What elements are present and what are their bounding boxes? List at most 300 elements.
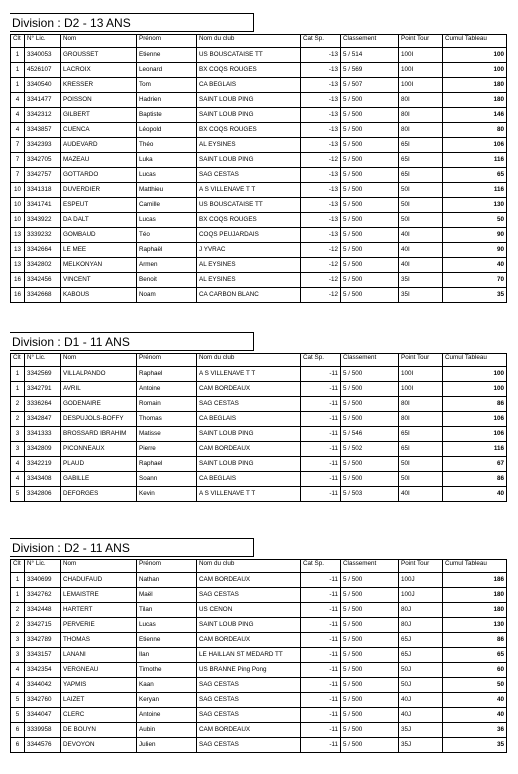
first-name-cell: Keryan: [137, 693, 197, 708]
ranking-cell: 5 / 502: [341, 442, 399, 457]
table-row: [11, 382, 507, 397]
first-name-cell: Benoit: [137, 273, 197, 288]
points-cell: 35I: [399, 288, 443, 303]
category-cell: -13: [301, 198, 341, 213]
license-cell: 3342809: [25, 442, 61, 457]
cumulative-cell: 90: [443, 243, 507, 258]
points-cell: 100I: [399, 63, 443, 78]
license-cell: 3342668: [25, 288, 61, 303]
club-cell: CAM BORDEAUX: [197, 723, 301, 738]
first-name-cell: Armen: [137, 258, 197, 273]
cumulative-cell: 65: [443, 168, 507, 183]
club-cell: SAINT LOUB PING: [197, 618, 301, 633]
license-cell: 3344047: [25, 708, 61, 723]
column-header: Clt: [11, 354, 25, 367]
column-header: Nom: [61, 354, 137, 367]
rank-cell: 1: [11, 78, 25, 93]
last-name-cell: POISSON: [61, 93, 137, 108]
rank-cell: 1: [11, 588, 25, 603]
club-cell: CAM BORDEAUX: [197, 382, 301, 397]
cumulative-cell: 80: [443, 123, 507, 138]
category-cell: -11: [301, 397, 341, 412]
cumulative-cell: 180: [443, 78, 507, 93]
first-name-cell: Thomas: [137, 412, 197, 427]
license-cell: 3342705: [25, 153, 61, 168]
points-cell: 65J: [399, 648, 443, 663]
first-name-cell: Antoine: [137, 708, 197, 723]
category-cell: -13: [301, 123, 341, 138]
column-header: Cat Sp.: [301, 35, 341, 48]
ranking-cell: 5 / 503: [341, 487, 399, 502]
column-header: Cat Sp.: [301, 354, 341, 367]
column-header: Classement: [341, 35, 399, 48]
license-cell: 3343157: [25, 648, 61, 663]
table-row: [11, 618, 507, 633]
cumulative-cell: 36: [443, 723, 507, 738]
cumulative-cell: 35: [443, 738, 507, 753]
cumulative-cell: 116: [443, 153, 507, 168]
table-row: [11, 153, 507, 168]
table-row: [11, 93, 507, 108]
category-cell: -11: [301, 442, 341, 457]
points-cell: 40I: [399, 487, 443, 502]
table-row: [11, 708, 507, 723]
license-cell: 3342312: [25, 108, 61, 123]
ranking-cell: 5 / 514: [341, 48, 399, 63]
ranking-cell: 5 / 500: [341, 738, 399, 753]
last-name-cell: ESPEUT: [61, 198, 137, 213]
cumulative-cell: 40: [443, 693, 507, 708]
license-cell: 3342789: [25, 633, 61, 648]
club-cell: US CENON: [197, 603, 301, 618]
cumulative-cell: 40: [443, 487, 507, 502]
first-name-cell: Raphael: [137, 367, 197, 382]
rank-cell: 2: [11, 397, 25, 412]
last-name-cell: CUENCA: [61, 123, 137, 138]
ranking-cell: 5 / 500: [341, 138, 399, 153]
license-cell: 3342569: [25, 367, 61, 382]
first-name-cell: Matthieu: [137, 183, 197, 198]
club-cell: SAG CESTAS: [197, 588, 301, 603]
rank-cell: 2: [11, 603, 25, 618]
rank-cell: 10: [11, 198, 25, 213]
license-cell: 3344576: [25, 738, 61, 753]
rank-cell: 4: [11, 678, 25, 693]
last-name-cell: GODENAIRE: [61, 397, 137, 412]
category-cell: -11: [301, 708, 341, 723]
column-header: Cumul Tableau: [443, 35, 507, 48]
club-cell: BX COQS ROUGES: [197, 213, 301, 228]
last-name-cell: DA DALT: [61, 213, 137, 228]
header-row: [11, 35, 507, 48]
points-cell: 100I: [399, 48, 443, 63]
club-cell: CAM BORDEAUX: [197, 442, 301, 457]
column-header: N° Lic.: [25, 35, 61, 48]
club-cell: LE HAILLAN ST MEDARD TT: [197, 648, 301, 663]
category-cell: -11: [301, 588, 341, 603]
club-cell: US BOUSCATAISE TT: [197, 198, 301, 213]
cumulative-cell: 146: [443, 108, 507, 123]
first-name-cell: Camille: [137, 198, 197, 213]
last-name-cell: DUVERDIER: [61, 183, 137, 198]
last-name-cell: DEVOYON: [61, 738, 137, 753]
table-row: [11, 258, 507, 273]
ranking-cell: 5 / 500: [341, 93, 399, 108]
club-cell: CA BEGLAIS: [197, 78, 301, 93]
ranking-cell: 5 / 500: [341, 288, 399, 303]
rank-cell: 4: [11, 93, 25, 108]
category-cell: -12: [301, 273, 341, 288]
last-name-cell: VINCENT: [61, 273, 137, 288]
last-name-cell: MELKONYAN: [61, 258, 137, 273]
category-cell: -13: [301, 93, 341, 108]
ranking-cell: 5 / 500: [341, 633, 399, 648]
first-name-cell: Raphael: [137, 457, 197, 472]
club-cell: SAINT LOUB PING: [197, 93, 301, 108]
license-cell: 3341333: [25, 427, 61, 442]
license-cell: 3340540: [25, 78, 61, 93]
first-name-cell: Maël: [137, 588, 197, 603]
last-name-cell: MAZEAU: [61, 153, 137, 168]
cumulative-cell: 60: [443, 663, 507, 678]
ranking-cell: 5 / 500: [341, 648, 399, 663]
cumulative-cell: 116: [443, 442, 507, 457]
last-name-cell: LAIZET: [61, 693, 137, 708]
points-cell: 40J: [399, 708, 443, 723]
license-cell: 3341741: [25, 198, 61, 213]
last-name-cell: HARTERT: [61, 603, 137, 618]
category-cell: -13: [301, 48, 341, 63]
club-cell: A S VILLENAVE T T: [197, 367, 301, 382]
first-name-cell: Antoine: [137, 382, 197, 397]
last-name-cell: PICONNEAUX: [61, 442, 137, 457]
results-table: [10, 559, 507, 753]
cumulative-cell: 35: [443, 288, 507, 303]
table-row: [11, 427, 507, 442]
points-cell: 100I: [399, 367, 443, 382]
license-cell: 3342757: [25, 168, 61, 183]
table-row: [11, 738, 507, 753]
rank-cell: 13: [11, 243, 25, 258]
club-cell: SAINT LOUB PING: [197, 457, 301, 472]
column-header: Prénom: [137, 35, 197, 48]
table-row: [11, 228, 507, 243]
club-cell: SAG CESTAS: [197, 678, 301, 693]
cumulative-cell: 65: [443, 648, 507, 663]
table-row: [11, 723, 507, 738]
rank-cell: 4: [11, 108, 25, 123]
last-name-cell: BROSSARD IBRAHIM: [61, 427, 137, 442]
column-header: Point Tour: [399, 35, 443, 48]
category-cell: -12: [301, 243, 341, 258]
ranking-cell: 5 / 500: [341, 213, 399, 228]
points-cell: 80I: [399, 412, 443, 427]
points-cell: 100J: [399, 573, 443, 588]
license-cell: 3341318: [25, 183, 61, 198]
rank-cell: 13: [11, 258, 25, 273]
first-name-cell: Leonard: [137, 63, 197, 78]
cumulative-cell: 40: [443, 258, 507, 273]
category-cell: -11: [301, 427, 341, 442]
column-header: Nom du club: [197, 560, 301, 573]
license-cell: 3336264: [25, 397, 61, 412]
last-name-cell: LE MEE: [61, 243, 137, 258]
points-cell: 50I: [399, 183, 443, 198]
points-cell: 50I: [399, 213, 443, 228]
points-cell: 80I: [399, 93, 443, 108]
cumulative-cell: 130: [443, 198, 507, 213]
cumulative-cell: 106: [443, 427, 507, 442]
first-name-cell: Nathan: [137, 573, 197, 588]
license-cell: 3340053: [25, 48, 61, 63]
category-cell: -12: [301, 288, 341, 303]
category-cell: -11: [301, 382, 341, 397]
last-name-cell: DE BOUYN: [61, 723, 137, 738]
license-cell: 4526107: [25, 63, 61, 78]
table-row: [11, 108, 507, 123]
ranking-cell: 5 / 500: [341, 108, 399, 123]
license-cell: 3342791: [25, 382, 61, 397]
rank-cell: 3: [11, 633, 25, 648]
last-name-cell: CHADUFAUD: [61, 573, 137, 588]
last-name-cell: DESPUJOLS-BOFFY: [61, 412, 137, 427]
ranking-cell: 5 / 500: [341, 258, 399, 273]
table-row: [11, 213, 507, 228]
license-cell: 3342448: [25, 603, 61, 618]
table-row: [11, 183, 507, 198]
table-row: [11, 678, 507, 693]
rank-cell: 5: [11, 708, 25, 723]
rank-cell: 1: [11, 382, 25, 397]
ranking-cell: 5 / 500: [341, 183, 399, 198]
table-row: [11, 663, 507, 678]
category-cell: -13: [301, 108, 341, 123]
rank-cell: 3: [11, 427, 25, 442]
column-header: Prénom: [137, 354, 197, 367]
first-name-cell: Etienne: [137, 633, 197, 648]
rank-cell: 16: [11, 288, 25, 303]
license-cell: 3342456: [25, 273, 61, 288]
rank-cell: 13: [11, 228, 25, 243]
rank-cell: 7: [11, 168, 25, 183]
ranking-cell: 5 / 500: [341, 198, 399, 213]
first-name-cell: Matisse: [137, 427, 197, 442]
table-row: [11, 633, 507, 648]
club-cell: BX COQS ROUGES: [197, 123, 301, 138]
last-name-cell: LANANI: [61, 648, 137, 663]
category-cell: -13: [301, 228, 341, 243]
license-cell: 3342760: [25, 693, 61, 708]
points-cell: 100J: [399, 588, 443, 603]
club-cell: SAINT LOUB PING: [197, 153, 301, 168]
category-cell: -11: [301, 648, 341, 663]
points-cell: 40J: [399, 693, 443, 708]
rank-cell: 4: [11, 457, 25, 472]
cumulative-cell: 180: [443, 603, 507, 618]
club-cell: AL EYSINES: [197, 273, 301, 288]
license-cell: 3341477: [25, 93, 61, 108]
license-cell: 3342762: [25, 588, 61, 603]
ranking-cell: 5 / 500: [341, 168, 399, 183]
first-name-cell: Romain: [137, 397, 197, 412]
table-row: [11, 648, 507, 663]
first-name-cell: Ilan: [137, 648, 197, 663]
table-row: [11, 693, 507, 708]
column-header: Cumul Tableau: [443, 354, 507, 367]
ranking-cell: 5 / 500: [341, 693, 399, 708]
cumulative-cell: 86: [443, 633, 507, 648]
last-name-cell: AUDEVARD: [61, 138, 137, 153]
last-name-cell: GOMBAUD: [61, 228, 137, 243]
table-row: [11, 487, 507, 502]
column-header: Prénom: [137, 560, 197, 573]
category-cell: -12: [301, 258, 341, 273]
ranking-cell: 5 / 500: [341, 273, 399, 288]
cumulative-cell: 50: [443, 678, 507, 693]
column-header: Nom du club: [197, 35, 301, 48]
points-cell: 80I: [399, 123, 443, 138]
column-header: Classement: [341, 560, 399, 573]
points-cell: 65I: [399, 442, 443, 457]
rank-cell: 1: [11, 63, 25, 78]
club-cell: J YVRAC: [197, 243, 301, 258]
category-cell: -13: [301, 78, 341, 93]
last-name-cell: YAPMIS: [61, 678, 137, 693]
points-cell: 65I: [399, 168, 443, 183]
first-name-cell: Tom: [137, 78, 197, 93]
club-cell: CA BEGLAIS: [197, 472, 301, 487]
first-name-cell: Léopold: [137, 123, 197, 138]
club-cell: US BRANNE Ping Pong: [197, 663, 301, 678]
ranking-cell: 5 / 500: [341, 588, 399, 603]
ranking-cell: 5 / 500: [341, 573, 399, 588]
cumulative-cell: 100: [443, 367, 507, 382]
ranking-cell: 5 / 500: [341, 618, 399, 633]
cumulative-cell: 86: [443, 472, 507, 487]
points-cell: 80I: [399, 397, 443, 412]
first-name-cell: Soann: [137, 472, 197, 487]
column-header: Cat Sp.: [301, 560, 341, 573]
category-cell: -11: [301, 573, 341, 588]
first-name-cell: Lucas: [137, 618, 197, 633]
rank-cell: 4: [11, 123, 25, 138]
last-name-cell: THOMAS: [61, 633, 137, 648]
ranking-cell: 5 / 500: [341, 723, 399, 738]
first-name-cell: Tilan: [137, 603, 197, 618]
club-cell: SAG CESTAS: [197, 397, 301, 412]
rank-cell: 3: [11, 648, 25, 663]
last-name-cell: LACROIX: [61, 63, 137, 78]
division-title: Division : D2 - 13 ANS: [10, 13, 254, 32]
first-name-cell: Julien: [137, 738, 197, 753]
cumulative-cell: 130: [443, 618, 507, 633]
table-row: [11, 442, 507, 457]
column-header: Cumul Tableau: [443, 560, 507, 573]
last-name-cell: GABILLE: [61, 472, 137, 487]
table-row: [11, 168, 507, 183]
rank-cell: 5: [11, 487, 25, 502]
table-row: [11, 198, 507, 213]
first-name-cell: Noam: [137, 288, 197, 303]
table-row: [11, 138, 507, 153]
points-cell: 50I: [399, 457, 443, 472]
category-cell: -11: [301, 603, 341, 618]
last-name-cell: PLAUD: [61, 457, 137, 472]
club-cell: US BOUSCATAISE TT: [197, 48, 301, 63]
points-cell: 65I: [399, 138, 443, 153]
points-cell: 80I: [399, 108, 443, 123]
category-cell: -11: [301, 723, 341, 738]
club-cell: SAG CESTAS: [197, 708, 301, 723]
license-cell: 3342354: [25, 663, 61, 678]
club-cell: SAG CESTAS: [197, 738, 301, 753]
rank-cell: 6: [11, 738, 25, 753]
license-cell: 3343857: [25, 123, 61, 138]
division-title: Division : D1 - 11 ANS: [10, 332, 254, 351]
rank-cell: 7: [11, 138, 25, 153]
ranking-cell: 5 / 507: [341, 78, 399, 93]
club-cell: SAG CESTAS: [197, 693, 301, 708]
column-header: Clt: [11, 560, 25, 573]
rank-cell: 1: [11, 48, 25, 63]
first-name-cell: Théo: [137, 138, 197, 153]
first-name-cell: Lucas: [137, 168, 197, 183]
category-cell: -11: [301, 618, 341, 633]
ranking-cell: 5 / 500: [341, 397, 399, 412]
ranking-cell: 5 / 500: [341, 457, 399, 472]
last-name-cell: CLERC: [61, 708, 137, 723]
first-name-cell: Baptiste: [137, 108, 197, 123]
column-header: Nom: [61, 35, 137, 48]
rank-cell: 10: [11, 213, 25, 228]
table-row: [11, 397, 507, 412]
table-row: [11, 48, 507, 63]
results-table: [10, 34, 507, 303]
column-header: Point Tour: [399, 354, 443, 367]
last-name-cell: GROUSSET: [61, 48, 137, 63]
last-name-cell: VILLALPANDO: [61, 367, 137, 382]
license-cell: 3344042: [25, 678, 61, 693]
last-name-cell: VERGNEAU: [61, 663, 137, 678]
points-cell: 100I: [399, 78, 443, 93]
first-name-cell: Kaan: [137, 678, 197, 693]
column-header: Clt: [11, 35, 25, 48]
ranking-cell: 5 / 500: [341, 228, 399, 243]
license-cell: 3342715: [25, 618, 61, 633]
license-cell: 3342219: [25, 457, 61, 472]
license-cell: 3342802: [25, 258, 61, 273]
column-header: Classement: [341, 354, 399, 367]
first-name-cell: Hadrien: [137, 93, 197, 108]
ranking-cell: 5 / 500: [341, 663, 399, 678]
club-cell: A S VILLENAVE T T: [197, 487, 301, 502]
cumulative-cell: 106: [443, 412, 507, 427]
license-cell: 3342664: [25, 243, 61, 258]
header-row: [11, 354, 507, 367]
ranking-cell: 5 / 569: [341, 63, 399, 78]
license-cell: 3339958: [25, 723, 61, 738]
column-header: N° Lic.: [25, 560, 61, 573]
table-row: [11, 573, 507, 588]
last-name-cell: GILBERT: [61, 108, 137, 123]
rank-cell: 4: [11, 663, 25, 678]
ranking-cell: 5 / 500: [341, 412, 399, 427]
ranking-cell: 5 / 500: [341, 708, 399, 723]
table-row: [11, 273, 507, 288]
points-cell: 35J: [399, 738, 443, 753]
cumulative-cell: 40: [443, 708, 507, 723]
points-cell: 50I: [399, 472, 443, 487]
